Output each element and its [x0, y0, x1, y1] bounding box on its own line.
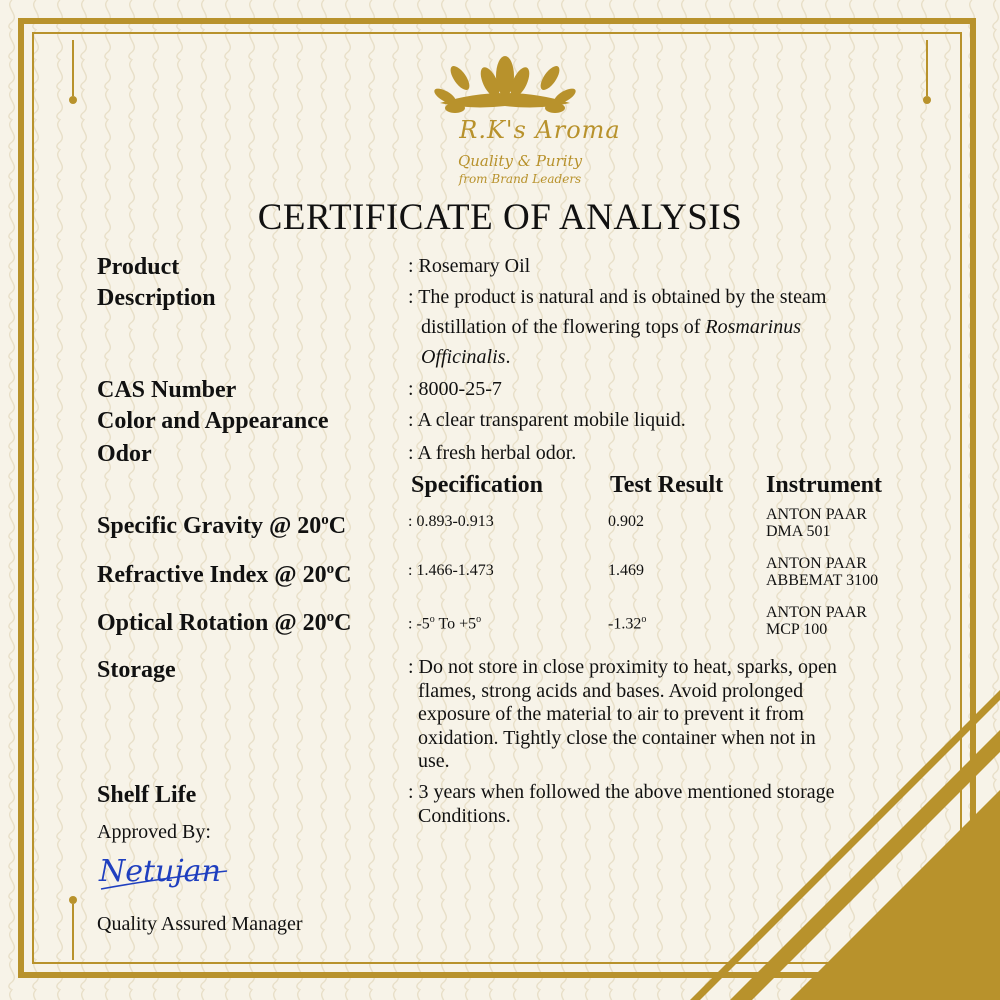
odor-label: Odor [97, 441, 152, 467]
optical-rotation-instrument-line-1: ANTON PAAR [766, 604, 867, 621]
approved-by-label: Approved By: [97, 821, 211, 843]
svg-text:Netujan: Netujan [99, 854, 221, 889]
storage-line: exposure of the material to air to prevent it from [418, 703, 804, 725]
description-label: Description [97, 285, 216, 311]
storage-line: : Do not store in close proximity to heat, sparks, open [408, 656, 837, 678]
manager-role: Quality Assured Manager [97, 913, 303, 935]
optical-rotation-result: -1.32$^o$ [608, 614, 647, 633]
description-line-2: distillation of the flowering tops of Rosmarinus [421, 316, 801, 338]
shelf-life-value [408, 781, 835, 828]
brand-tagline-sub: from Brand Leaders [458, 172, 582, 186]
header-specification: Specification [411, 472, 543, 498]
shelf-life-line: Conditions. [418, 804, 511, 827]
specific-gravity-spec: : 0.893-0.913 [408, 513, 494, 530]
refractive-index-label: Refractive Index @ 20$^o$C [97, 561, 352, 588]
corner-ornament-bottom-left [40, 890, 100, 960]
description-line-3: Officinalis. [421, 346, 511, 368]
cas-label: CAS Number [97, 377, 237, 403]
storage-line: oxidation. Tightly close the container when not in [418, 726, 816, 749]
refractive-index-instrument-line-2: ABBEMAT 3100 [766, 572, 879, 589]
brand-name: R.K's Aroma [459, 116, 621, 144]
shelf-life-label: Shelf Life [97, 782, 197, 808]
specific-gravity-label: Specific Gravity @ 20$^o$C [97, 512, 347, 539]
optical-rotation-spec: : -5$^o$ $To +5^o$ [408, 614, 482, 633]
cas-value: : 8000-25-7 [408, 378, 502, 400]
header-test-result: Test Result [610, 472, 724, 498]
description-line-1: : The product is natural and is obtained by the steam [408, 286, 827, 308]
page-title: CERTIFICATE OF ANALYSIS [257, 197, 743, 238]
refractive-index-spec: : 1.466-1.473 [408, 562, 494, 579]
corner-ornament-top-left [40, 40, 100, 110]
color-label: Color and Appearance [97, 408, 329, 434]
storage-label: Storage [97, 657, 176, 683]
storage-line: flames, strong acids and bases. Avoid prolonged [418, 679, 804, 702]
brand-tagline: Quality & Purity [457, 152, 583, 170]
optical-rotation-instrument-line-2: MCP 100 [766, 621, 828, 638]
specific-gravity-instrument-line-1: ANTON PAAR [766, 506, 867, 523]
shelf-life-line: : 3 years when followed the above mentioned storage [408, 781, 835, 803]
refractive-index-result: 1.469 [608, 562, 644, 579]
product-label: Product [97, 254, 180, 280]
product-value: : Rosemary Oil [408, 255, 531, 277]
refractive-index-instrument-line-1: ANTON PAAR [766, 555, 867, 572]
color-value: : A clear transparent mobile liquid. [408, 409, 686, 431]
specific-gravity-instrument-line-2: DMA 501 [766, 523, 831, 540]
storage-value [408, 656, 837, 774]
storage-line: use. [418, 750, 450, 772]
specific-gravity-result: 0.902 [608, 513, 644, 530]
signature [95, 845, 245, 895]
optical-rotation-label: Optical Rotation @ 20$^o$C [97, 609, 352, 636]
corner-ornament-top-right [900, 40, 960, 110]
header-instrument: Instrument [766, 472, 883, 498]
odor-value: : A fresh herbal odor. [408, 442, 577, 464]
